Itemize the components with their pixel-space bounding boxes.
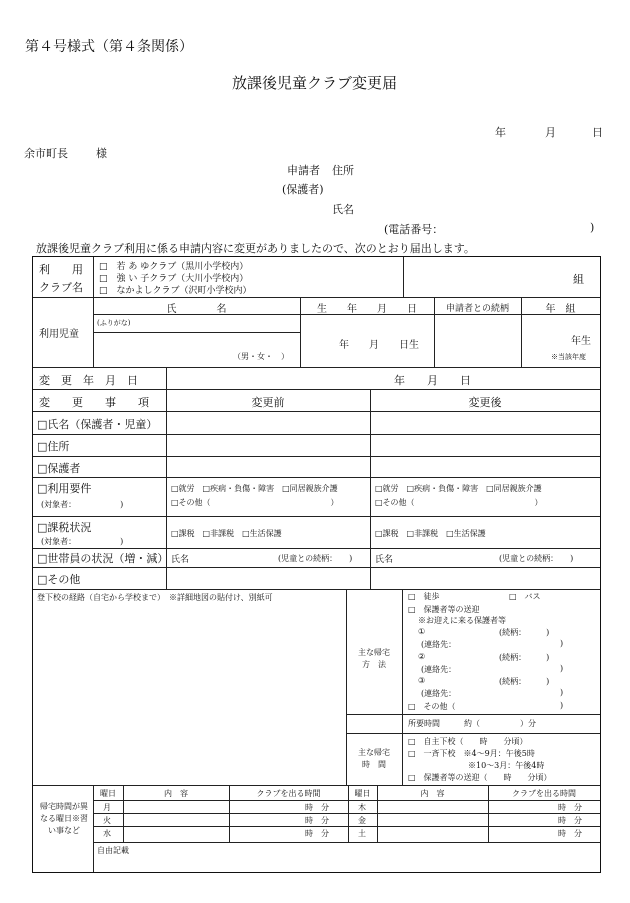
intro-text: 放課後児童クラブ利用に係る申請内容に変更がありましたので、次のとおり届出します。	[36, 242, 475, 255]
time-label-1: 主な帰宅	[358, 748, 390, 757]
time-self[interactable]: □ 自主下校（ 時 分頃）	[408, 737, 528, 746]
birthdate-value: 年 月 日生	[339, 340, 419, 351]
day-tue: 火	[103, 816, 111, 825]
pickup-3-contact: (連絡先：	[421, 689, 457, 698]
club-option-tsuyoiko[interactable]: □ 強 い 子クラブ（大川小学校内）	[99, 274, 249, 284]
row-tax[interactable]: □課税状況	[37, 521, 92, 534]
pickup-1-relation: (続柄： )	[499, 628, 550, 637]
schedule-side-label: 帰宅時間が異なる曜日※習い事など	[40, 802, 88, 835]
time-group-winter: ※10～3月：午後4時	[468, 761, 545, 770]
household-before-name: 氏名	[171, 555, 190, 565]
col-content-right: 内 容	[420, 789, 445, 798]
pickup-3: ③	[418, 676, 426, 685]
time-thu: 時 分	[558, 803, 582, 812]
honorific: 様	[96, 147, 107, 160]
change-date-value: 年 月 日	[394, 374, 471, 387]
after-label: 変更後	[468, 396, 502, 409]
date-month: 月	[545, 126, 556, 139]
applicant-label: 申請者	[287, 164, 320, 177]
col-grade: 年 組	[545, 304, 576, 315]
col-child-name: 氏 名	[166, 304, 227, 315]
addressee: 余市町長	[24, 147, 68, 160]
club-option-nakayoshi[interactable]: □ なかよしクラブ（沢町小学校内）	[99, 286, 252, 296]
method-other[interactable]: □ その他（	[408, 702, 456, 711]
household-after-name: 氏名	[375, 555, 394, 565]
method-label-1: 主な帰宅	[358, 648, 390, 657]
grade-value: 年生	[571, 336, 591, 347]
furigana-label: (ふりがな)	[97, 319, 131, 327]
requirement-after-opts[interactable]: □就労 □疾病・負傷・障害 □同居親族介護	[375, 484, 542, 493]
method-label-2: 方 法	[362, 660, 386, 669]
day-fri: 金	[358, 816, 366, 825]
date-year: 年	[495, 126, 506, 139]
pickup-2-relation: (続柄： )	[499, 653, 550, 662]
day-wed: 水	[103, 829, 111, 838]
child-label: 利用児童	[39, 329, 79, 340]
row-requirement[interactable]: □利用要件	[37, 482, 92, 495]
date-day: 日	[592, 126, 603, 139]
change-date-label: 変 更 年 月 日	[39, 374, 138, 387]
row-guardian[interactable]: □保護者	[37, 462, 81, 475]
name-label: 氏名	[332, 203, 354, 216]
tax-target: (対象者： )	[41, 537, 124, 546]
day-sat: 土	[358, 829, 366, 838]
household-after-rel: (児童との続柄： )	[499, 554, 574, 563]
grade-note: ※当該年度	[551, 353, 586, 361]
time-sat: 時 分	[558, 829, 582, 838]
free-description: 自由記載	[97, 846, 129, 855]
club-label-2: クラブ名	[39, 281, 83, 294]
club-label-1: 利 用	[39, 263, 83, 276]
day-thu: 木	[358, 803, 366, 812]
club-class-suffix: 組	[573, 273, 584, 286]
pickup-1: ①	[418, 627, 426, 636]
time-mon: 時 分	[305, 803, 329, 812]
pickup-1-contact: (連絡先：	[421, 640, 457, 649]
before-label: 変更前	[251, 396, 285, 409]
row-name[interactable]: □氏名（保護者・児童）	[37, 418, 158, 431]
method-other-close: )	[560, 701, 564, 710]
sex-options[interactable]: （男・女・ ）	[233, 352, 289, 361]
col-time-left: クラブを出る時間	[256, 789, 321, 798]
phone-label: (電話番号：	[384, 223, 444, 236]
address-label: 住所	[332, 164, 354, 177]
row-household[interactable]: □世帯員の状況（増・減）	[37, 552, 169, 565]
pickup-3-close: )	[560, 688, 564, 697]
requirement-before-opts[interactable]: □就労 □疾病・負傷・障害 □同居親族介護	[171, 484, 338, 493]
time-needed: 所要時間 約（ ）分	[408, 719, 536, 728]
tax-before-opts[interactable]: □課税 □非課税 □生活保護	[171, 529, 282, 538]
method-bus[interactable]: □ バス	[509, 592, 541, 601]
row-address[interactable]: □住所	[37, 440, 70, 453]
form-number: 第４号様式（第４条関係）	[25, 39, 193, 55]
time-fri: 時 分	[558, 816, 582, 825]
page-title: 放課後児童クラブ変更届	[232, 74, 398, 92]
row-other[interactable]: □その他	[37, 573, 81, 586]
method-walk[interactable]: □ 徒歩	[408, 592, 440, 601]
requirement-target: (対象者： )	[41, 500, 124, 509]
pickup-3-relation: (続柄： )	[499, 677, 550, 686]
col-relation: 申請者との続柄	[445, 304, 509, 314]
time-pickup[interactable]: □ 保護者等の送迎（ 時 分頃）	[408, 773, 552, 782]
time-group[interactable]: □ 一斉下校 ※4～9月：午後5時	[408, 749, 535, 758]
phone-close: )	[590, 221, 595, 234]
pickup-1-close: )	[560, 639, 564, 648]
requirement-after-other[interactable]: □その他（ ）	[375, 498, 543, 507]
route-label: 登下校の経路（自宅から学校まで） ※詳細地図の貼付け、別紙可	[37, 593, 273, 602]
pickup-note: ※お迎えに来る保護者等	[418, 616, 506, 625]
col-time-right: クラブを出る時間	[512, 789, 576, 798]
method-pickup[interactable]: □ 保護者等の送迎	[408, 605, 480, 614]
requirement-before-other[interactable]: □その他（ ）	[171, 498, 339, 507]
household-before-rel: (児童との続柄： )	[278, 554, 353, 563]
col-content-left: 内 容	[164, 789, 188, 798]
pickup-2-contact: (連絡先：	[421, 665, 457, 674]
time-label-2: 時 間	[362, 760, 386, 769]
guardian-label: (保護者)	[282, 183, 324, 196]
day-mon: 月	[103, 803, 111, 812]
col-birthdate: 生 年 月 日	[317, 304, 417, 315]
club-option-wakaayu[interactable]: □ 若 あ ゆクラブ（黒川小学校内）	[99, 262, 249, 272]
time-wed: 時 分	[305, 829, 329, 838]
tax-after-opts[interactable]: □課税 □非課税 □生活保護	[375, 529, 486, 538]
col-day-left: 曜日	[100, 789, 116, 798]
form-table	[32, 256, 601, 873]
change-item-label: 変 更 事 項	[39, 396, 149, 409]
time-tue: 時 分	[305, 816, 329, 825]
pickup-2: ②	[418, 652, 426, 661]
pickup-2-close: )	[560, 664, 564, 673]
col-day-right: 曜日	[354, 789, 371, 798]
